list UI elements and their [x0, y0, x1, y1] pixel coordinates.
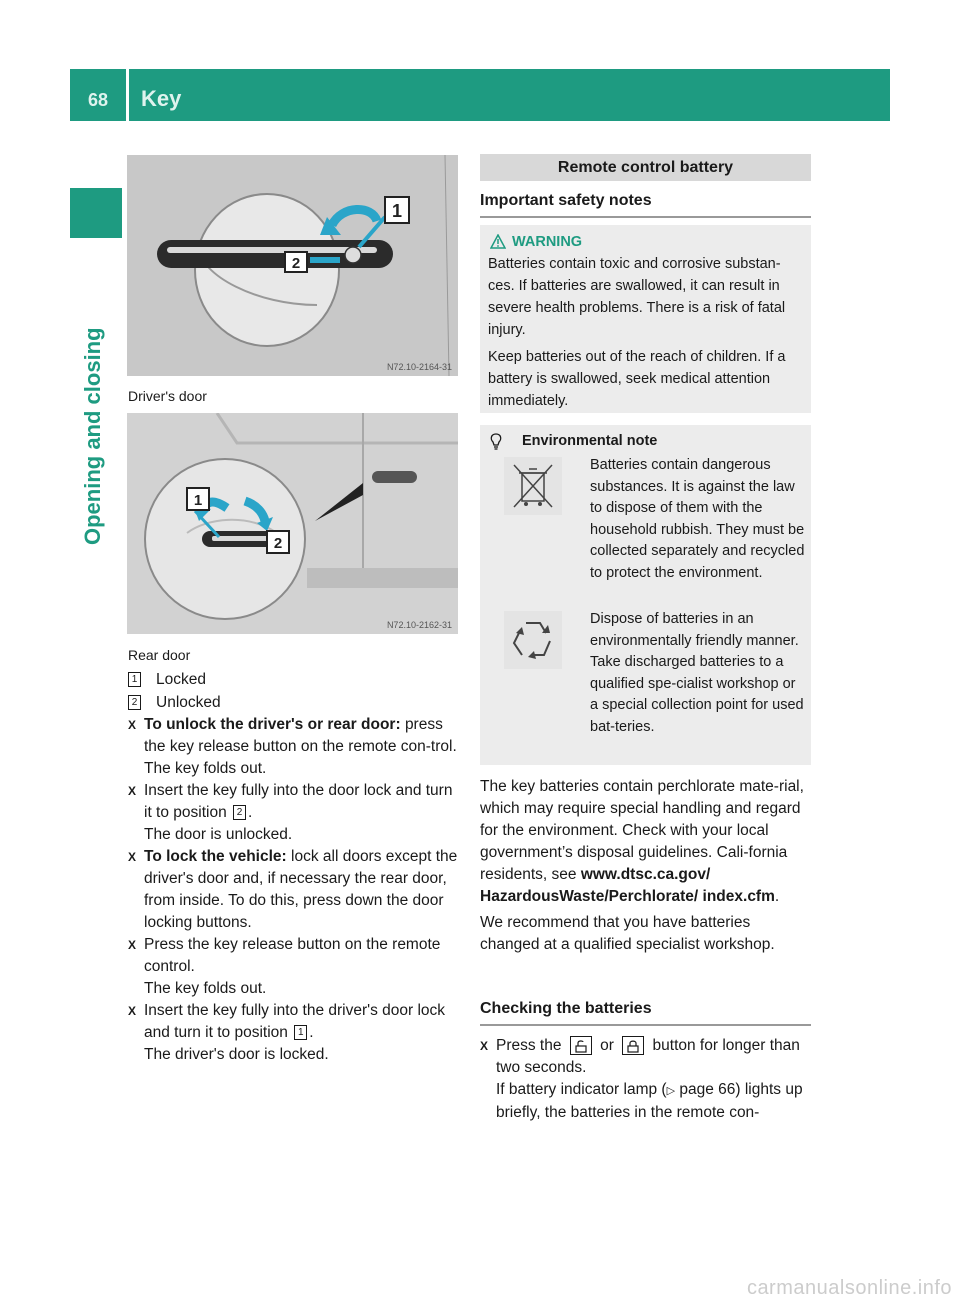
lock-button-icon [622, 1036, 644, 1055]
step-text: lock all doors except the driver's door and, if necessary the rear door, from inside. To do this, press down the door locking buttons. [144, 848, 458, 931]
figure-code: N72.10-2162-31 [386, 620, 452, 630]
recycle-icon [504, 611, 562, 669]
step-heading: To lock the vehicle: [144, 848, 287, 865]
drivers-door-figure [127, 155, 458, 376]
subsection-heading: Checking the batteries [480, 1000, 811, 1026]
position-number-box: 2 [233, 805, 246, 820]
instruction-step [128, 934, 460, 1000]
warning-text: Keep batteries out of the reach of children. If a battery is swallowed, seek medical attention immediately. [488, 349, 786, 409]
svg-text:2: 2 [291, 255, 301, 272]
legend-item [128, 691, 460, 714]
paragraph-text: The key batteries contain perchlorate mate-rial, which may require special handling and regard for the environment. Check with your local government’s disposal guidelines. Cali-fornia residents, see [480, 778, 804, 883]
step-text-end: . [309, 1024, 314, 1041]
perchlorate-paragraph [480, 776, 812, 908]
legend-item [128, 668, 460, 691]
position-number-box: 1 [294, 1025, 307, 1040]
instruction-step [128, 780, 460, 846]
warning-box [480, 225, 811, 413]
instruction-step [128, 846, 460, 934]
crossed-bin-icon [504, 457, 562, 515]
svg-text:2: 2 [273, 535, 283, 552]
instruction-step [128, 714, 460, 780]
side-chapter-tab [70, 188, 122, 238]
header-divider [126, 69, 129, 121]
step-text: Insert the key fully into the door lock and turn it to position [144, 782, 453, 821]
subsection-heading: Important safety notes [480, 192, 811, 218]
page-reference-link[interactable]: page 66 [679, 1081, 736, 1098]
env-note-text: Batteries contain dangerous substances. It is against the law to dispose of them with the household rubbish. They must be collected separately and recycled to protect the environment. [590, 457, 805, 581]
step-text: Insert the key fully into the driver's door lock and turn it to position [144, 1002, 446, 1041]
step-result: The door is unlocked. [144, 826, 293, 843]
env-note-text: Dispose of batteries in an environmentally friendly manner. Take discharged batteries to a qualified spe-cialist workshop or a special collection point for used bat-teries. [590, 611, 804, 735]
page-title: Key [141, 86, 182, 111]
page-ref-triangle-icon: ▷ [666, 1085, 676, 1097]
drivers-door-illustration [127, 155, 458, 376]
lightbulb-icon [488, 433, 504, 451]
left-column [128, 668, 460, 1066]
rear-door-figure [127, 413, 458, 634]
svg-text:1: 1 [391, 201, 403, 221]
figure-code: N72.10-2164-31 [386, 362, 452, 372]
step-text-end: . [248, 804, 253, 821]
recommendation-paragraph: We recommend that you have batteries changed at a qualified specialist workshop. [480, 914, 775, 953]
legend-label: Locked [156, 670, 206, 688]
warning-text: Batteries contain toxic and corrosive substan-ces. If batteries are swallowed, it can result in severe health problems. There is a risk of fatal injury. [488, 256, 786, 338]
step-result: ) lights up briefly, the batteries in the remote con- [496, 1081, 803, 1121]
environmental-note-box [480, 425, 811, 765]
battery-info-paragraphs [480, 776, 812, 956]
dtsc-link[interactable]: www.dtsc.ca.gov/ HazardousWaste/Perchlorate/ index.cfm [480, 866, 775, 905]
figure-caption: Driver's door [128, 388, 207, 404]
step-arrow-icon: X [128, 784, 137, 798]
checking-steps [480, 1035, 812, 1124]
side-chapter-label: Opening and closing [80, 327, 105, 545]
page-header-bar [70, 69, 890, 121]
warning-triangle-icon [490, 234, 506, 250]
watermark: carmanualsonline.info [746, 1277, 952, 1299]
step-text: Press the key release button on the remote control. [144, 936, 441, 975]
env-title-text: Environmental note [522, 433, 658, 449]
legend-label: Unlocked [156, 693, 221, 711]
step-result: The key folds out. [144, 980, 267, 997]
section-heading: Remote control battery [480, 154, 811, 181]
step-arrow-icon: X [128, 938, 137, 952]
step-result: The driver's door is locked. [144, 1046, 329, 1063]
svg-text:1: 1 [193, 492, 203, 509]
position-number-box: 2 [128, 695, 141, 710]
warning-title-text: WARNING [512, 234, 583, 250]
env-title [488, 431, 803, 453]
instruction-step [480, 1035, 812, 1124]
step-text: button for longer than two seconds. [496, 1037, 800, 1076]
step-text: press the key release button on the remote con-trol. [144, 716, 457, 755]
step-text: Press the [496, 1037, 562, 1054]
step-arrow-icon: X [480, 1039, 489, 1053]
step-text-or: or [600, 1037, 614, 1054]
instruction-step [128, 1000, 460, 1066]
figure-caption: Rear door [128, 647, 191, 663]
page-number: 68 [88, 90, 109, 110]
step-result: The key folds out. [144, 760, 267, 777]
rear-door-illustration [127, 413, 458, 634]
step-arrow-icon: X [128, 718, 137, 732]
step-arrow-icon: X [128, 850, 137, 864]
unlock-button-icon [570, 1036, 592, 1055]
warning-title [490, 231, 803, 253]
step-heading: To unlock the driver's or rear door: [144, 716, 401, 733]
step-result: If battery indicator lamp ( [496, 1081, 667, 1098]
paragraph-text-end: . [774, 888, 780, 905]
step-arrow-icon: X [128, 1004, 137, 1018]
position-number-box: 1 [128, 672, 141, 687]
